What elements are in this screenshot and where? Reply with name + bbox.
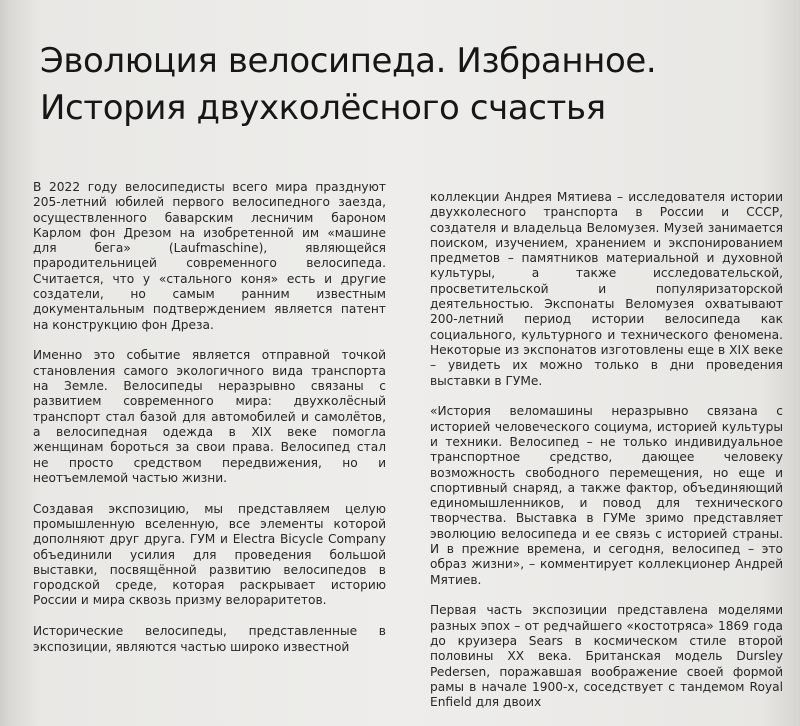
left-text-column — [33, 180, 386, 670]
paragraph-historic-bicycles: Исторические велосипеды, представленные в экспозиции, являются частью широко известной — [33, 624, 386, 654]
paragraph-first-part: Первая часть экспозиции представлена моделями разных эпох – от редчайшего «костотряса» 1869 года до круизера Sears в космическом стиле второй половины XX века. Британская модель Dursley Pedersen, поражавшая воображение своей формой рамы в начале 1900-х, соседствует с тандемом Royal Enfield для двоих — [430, 603, 783, 710]
paragraph-exhibition-universe: Создавая экспозицию, мы представляем целую промышленную вселенную, все элементы которой дополняют друг друга. ГУМ и Electra Bicycle Company объединили усилия для проведения большой выставки, посвящённой развитию велосипедов в городской среде, которая раскрывает историю России и мира сквозь призму велораритетов. — [33, 501, 386, 608]
paragraph-karl-drais: В 2022 году велосипедисты всего мира празднуют 205-летний юбилей первого велосипедного заезда, осуществленного баварским лесничим бароном Карлом фон Дрезом на изобретенной им «машине для бега» (Laufmaschine), являющейся прародительницей современного велосипеда. Считается, что у «стального коня» есть и другие создатели, но самым ранним известным документальным подтверждением является патент на конструкцию фон Дреза. — [33, 180, 386, 332]
title-line-1: Эволюция велосипеда. Избранное. — [40, 41, 657, 81]
paragraph-collection-myatiev: коллекции Андрея Мятиева – исследователя истории двухколесного транспорта в России и СССР, создателя и владельца Веломузея. Музей занимается поиском, изучением, хранением и экспонированием предметов – памятников материальной и духовной культуры, а также исследовательской, просветительской и популяризаторской деятельностью. Экспонаты Веломузея охватывают 200-летний период истории велосипеда как социального, культурного и технического феномена. Некоторые из экспонатов изготовлены еще в XIX веке – увидеть их можно только в дни проведения выставки в ГУМе. — [430, 190, 783, 388]
right-text-column — [430, 190, 783, 726]
title-line-2: История двухколёсного счастья — [40, 88, 606, 128]
paragraph-eco-transport: Именно это событие является отправной точкой становления самого экологичного вида транспорта на Земле. Велосипеды неразрывно связаны с развитием современного мира: двухколёсный транспорт стал базой для автомобилей и самолётов, а велосипедная одежда в XIX веке помогла женщинам бороться за свои права. Велосипед стал не просто средством передвижения, но и неотъемлемой частью жизни. — [33, 348, 386, 485]
paragraph-collector-quote: «История веломашины неразрывно связана с историей человеческого социума, историей культуры и техники. Велосипед – не только индивидуальное транспортное средство, дающее человеку возможность свободного перемещения, но еще и спортивный снаряд, а также фактор, объединяющий единомышленников, и повод для технического творчества. Выставка в ГУМе зримо представляет эволюцию велосипеда и ее связь с историей страны. И в прежние времена, и сегодня, велосипед – это образ жизни», – комментирует коллекционер Андрей Мятиев. — [430, 404, 783, 587]
panel-title — [40, 38, 656, 132]
